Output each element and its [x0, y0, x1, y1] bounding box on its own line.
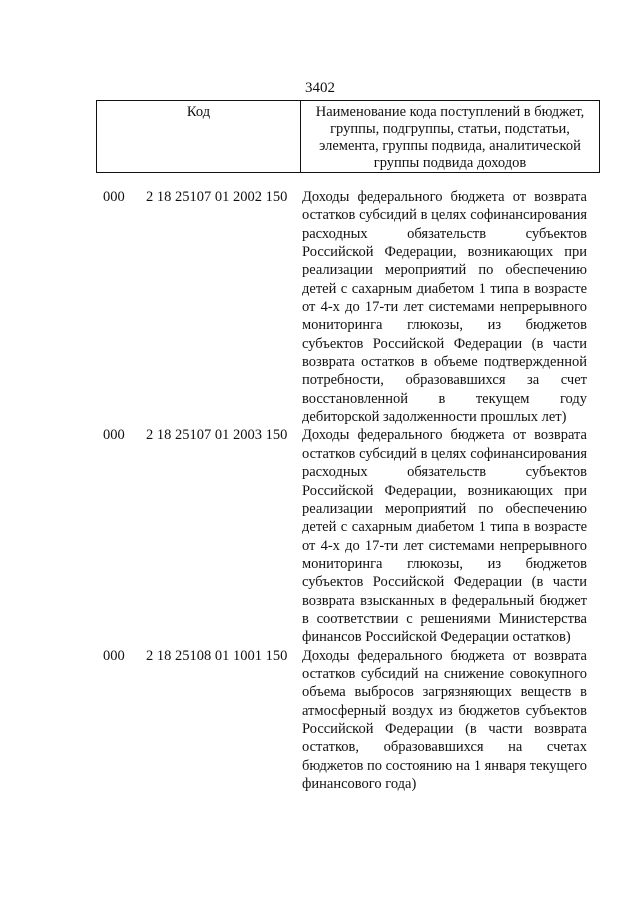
- description-line: расходных обязательств субъектов: [302, 225, 587, 242]
- row-prefix: 000: [103, 647, 125, 664]
- description-line: дебиторской задолженности прошлых лет): [302, 409, 567, 426]
- description-line: Доходы федерального бюджета от возврата: [302, 647, 587, 664]
- description-line: объема выбросов загрязняющих веществ в: [302, 684, 587, 701]
- description-line: восстановленной в текущем году: [302, 390, 587, 407]
- description-line: остатков субсидий в целях софинансирования: [302, 207, 587, 224]
- description-line: в соответствии с решениями Министерства: [302, 610, 587, 627]
- row-code: 2 18 25107 01 2003 150: [146, 427, 288, 444]
- description-line: реализации мероприятий по обеспечению: [302, 500, 587, 517]
- row-description: [302, 188, 587, 426]
- table-row: [0, 426, 640, 646]
- table-row: [0, 188, 640, 426]
- description-line: остатков, образовавшихся на счетах: [302, 739, 587, 756]
- description-line: субъектов Российской Федерации (в части: [302, 335, 587, 352]
- description-line: возврата взысканных в федеральный бюджет: [302, 592, 587, 609]
- description-line: возврата остатков в объеме подтвержденной: [302, 354, 587, 371]
- header-name-line: Наименование кода поступлений в бюджет,: [315, 104, 585, 120]
- description-line: Доходы федерального бюджета от возврата: [302, 189, 587, 205]
- header-name-line: элемента, группы подвида, аналитической: [319, 138, 581, 154]
- description-line: Доходы федерального бюджета от возврата: [302, 427, 587, 444]
- row-description: [302, 426, 587, 646]
- description-line: Российской Федерации, возникающих при: [302, 244, 587, 261]
- row-description: [302, 647, 587, 794]
- header-name-column: [301, 101, 599, 172]
- description-line: детей с сахарным диабетом 1 типа в возрасте: [302, 280, 587, 297]
- table-row: [0, 647, 640, 794]
- description-line: Российской Федерации, возникающих при: [302, 482, 587, 499]
- row-code: 2 18 25108 01 1001 150: [146, 647, 288, 664]
- description-line: бюджетов по состоянию на 1 января текущего: [302, 757, 587, 774]
- table-header: [96, 100, 600, 173]
- header-code-column: Код: [97, 101, 301, 172]
- description-line: остатков субсидий на снижение совокупного: [302, 665, 587, 682]
- description-line: финансового года): [302, 776, 417, 792]
- description-line: Российской Федерации (в части возврата: [302, 720, 587, 737]
- description-line: финансов Российской Федерации остатков): [302, 629, 571, 646]
- row-code: 2 18 25107 01 2002 150: [146, 189, 288, 205]
- description-line: от 4-х до 17-ти лет системами непрерывного: [302, 537, 587, 554]
- table-body: [0, 188, 640, 793]
- row-prefix: 000: [103, 427, 125, 444]
- header-name-line: группы, подгруппы, статьи, подстатьи,: [330, 121, 570, 137]
- description-line: потребности, образовавшихся за счет: [302, 372, 587, 389]
- description-line: субъектов Российской Федерации (в части: [302, 574, 587, 591]
- description-line: от 4-х до 17-ти лет системами непрерывного: [302, 299, 587, 316]
- description-line: мониторинга глюкозы, из бюджетов: [302, 317, 587, 334]
- description-line: мониторинга глюкозы, из бюджетов: [302, 555, 587, 572]
- page-number: 3402: [305, 80, 335, 96]
- description-line: расходных обязательств субъектов: [302, 464, 587, 481]
- description-line: остатков субсидий в целях софинансирования: [302, 445, 587, 462]
- description-line: атмосферный воздух из бюджетов субъектов: [302, 702, 587, 719]
- row-prefix: 000: [103, 189, 125, 205]
- description-line: детей с сахарным диабетом 1 типа в возрасте: [302, 519, 587, 536]
- description-line: реализации мероприятий по обеспечению: [302, 262, 587, 279]
- header-name-line: группы подвида доходов: [373, 155, 527, 171]
